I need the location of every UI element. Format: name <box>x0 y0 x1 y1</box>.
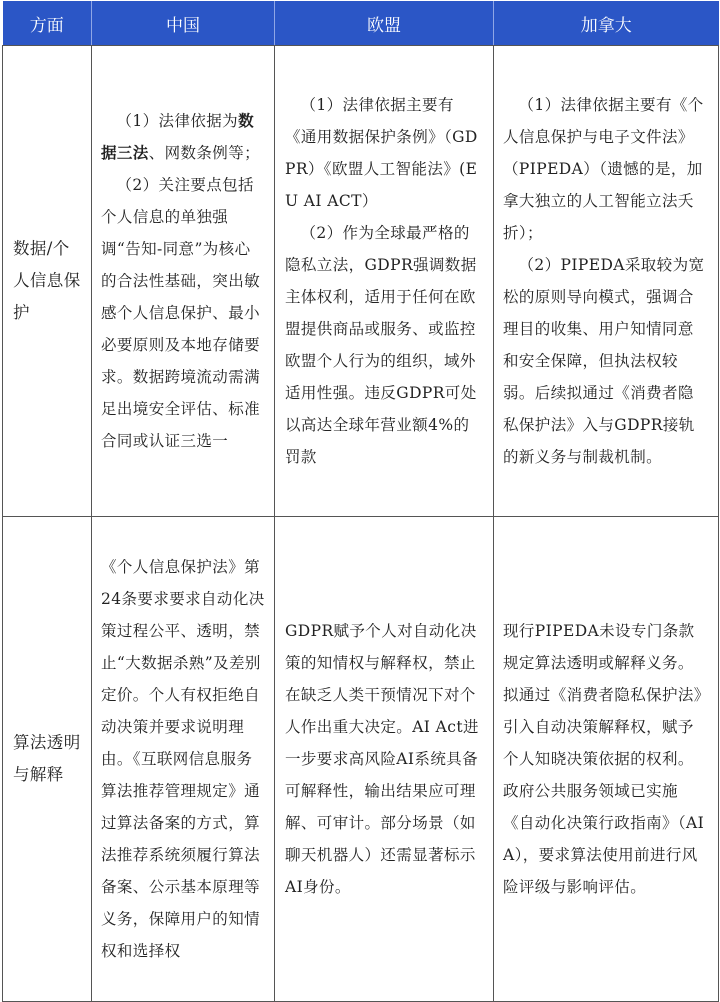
canada-cell <box>494 517 719 1002</box>
aspect-cell: 数据/个人信息保护 <box>3 46 92 517</box>
header-aspect: 方面 <box>3 1 92 46</box>
canada-text: 现行PIPEDA未设专门条款规定算法透明或解释义务。拟通过《消费者隐私保护法》引入自动决策解释权，赋予个人知晓决策依据的权利。政府公共服务领域已实施《自动化决策行政指南》（AIA），要求算法使用前进行风险评级与影响评估。 <box>503 622 705 896</box>
aspect-cell: 算法透明与解释 <box>3 517 92 1002</box>
canada-point-1: （1）法律依据主要有《个人信息保护与电子文件法》（PIPEDA）（遗憾的是，加拿大独立的人工智能立法夭折）； <box>503 96 704 242</box>
china-point-2: （2）关注要点包括个人信息的单独强调“告知-同意”为核心的合法性基础，突出敏感个人信息保护、最小必要原则及本地存储要求。数据跨境流动需满足出境安全评估、标准合同或认证三选一 <box>101 176 261 450</box>
china-text: 《个人信息保护法》第24条要求要求自动化决策过程公平、透明，禁止“大数据杀熟”及差别定价。个人有权拒绝自动决策并要求说明理由。《互联网信息服务算法推荐管理规定》通过算法备案的方式，算法推荐系统须履行算法备案、公示基本原理等义务，保障用户的知情权和选择权 <box>101 558 265 960</box>
china-bold-term: 数据三法 <box>101 111 254 162</box>
china-cell <box>92 517 275 1002</box>
china-cell <box>92 46 275 517</box>
canada-cell <box>494 46 719 517</box>
china-point-1: （1）法律依据为数据三法、网数条例等； <box>101 111 261 162</box>
header-china: 中国 <box>92 1 275 46</box>
header-canada: 加拿大 <box>494 1 719 46</box>
table-row-algorithm-transparency <box>3 517 719 1002</box>
comparison-table <box>2 1 719 1002</box>
header-row <box>3 1 719 46</box>
eu-cell <box>275 46 494 517</box>
header-eu: 欧盟 <box>275 1 494 46</box>
eu-point-1: （1）法律依据主要有《通用数据保护条例》（GDPR）《欧盟人工智能法》(EU AI ACT） <box>285 96 478 210</box>
eu-point-2: （2）作为全球最严格的隐私立法，GDPR强调数据主体权利，适用于任何在欧盟提供商品或服务、或监控欧盟个人行为的组织，域外适用性强。违反GDPR可处以高达全球年营业额4%的罚款 <box>285 224 477 466</box>
eu-cell <box>275 517 494 1002</box>
canada-point-2: （2）PIPEDA采取较为宽松的原则导向模式，强调合理目的收集、用户知情同意和安全保障，但执法权较弱。后续拟通过《消费者隐私保护法》入与GDPR接轨的新义务与制裁机制。 <box>503 256 705 466</box>
eu-text: GDPR赋予个人对自动化决策的知情权与解释权，禁止在缺乏人类干预情况下对个人作出重大决定。AI Act进一步要求高风险AI系统具备可解释性，输出结果应可理解、可审计。部分场景（如聊天机器人）还需显著标示AI身份。 <box>285 622 479 896</box>
table-row-data-protection <box>3 46 719 517</box>
